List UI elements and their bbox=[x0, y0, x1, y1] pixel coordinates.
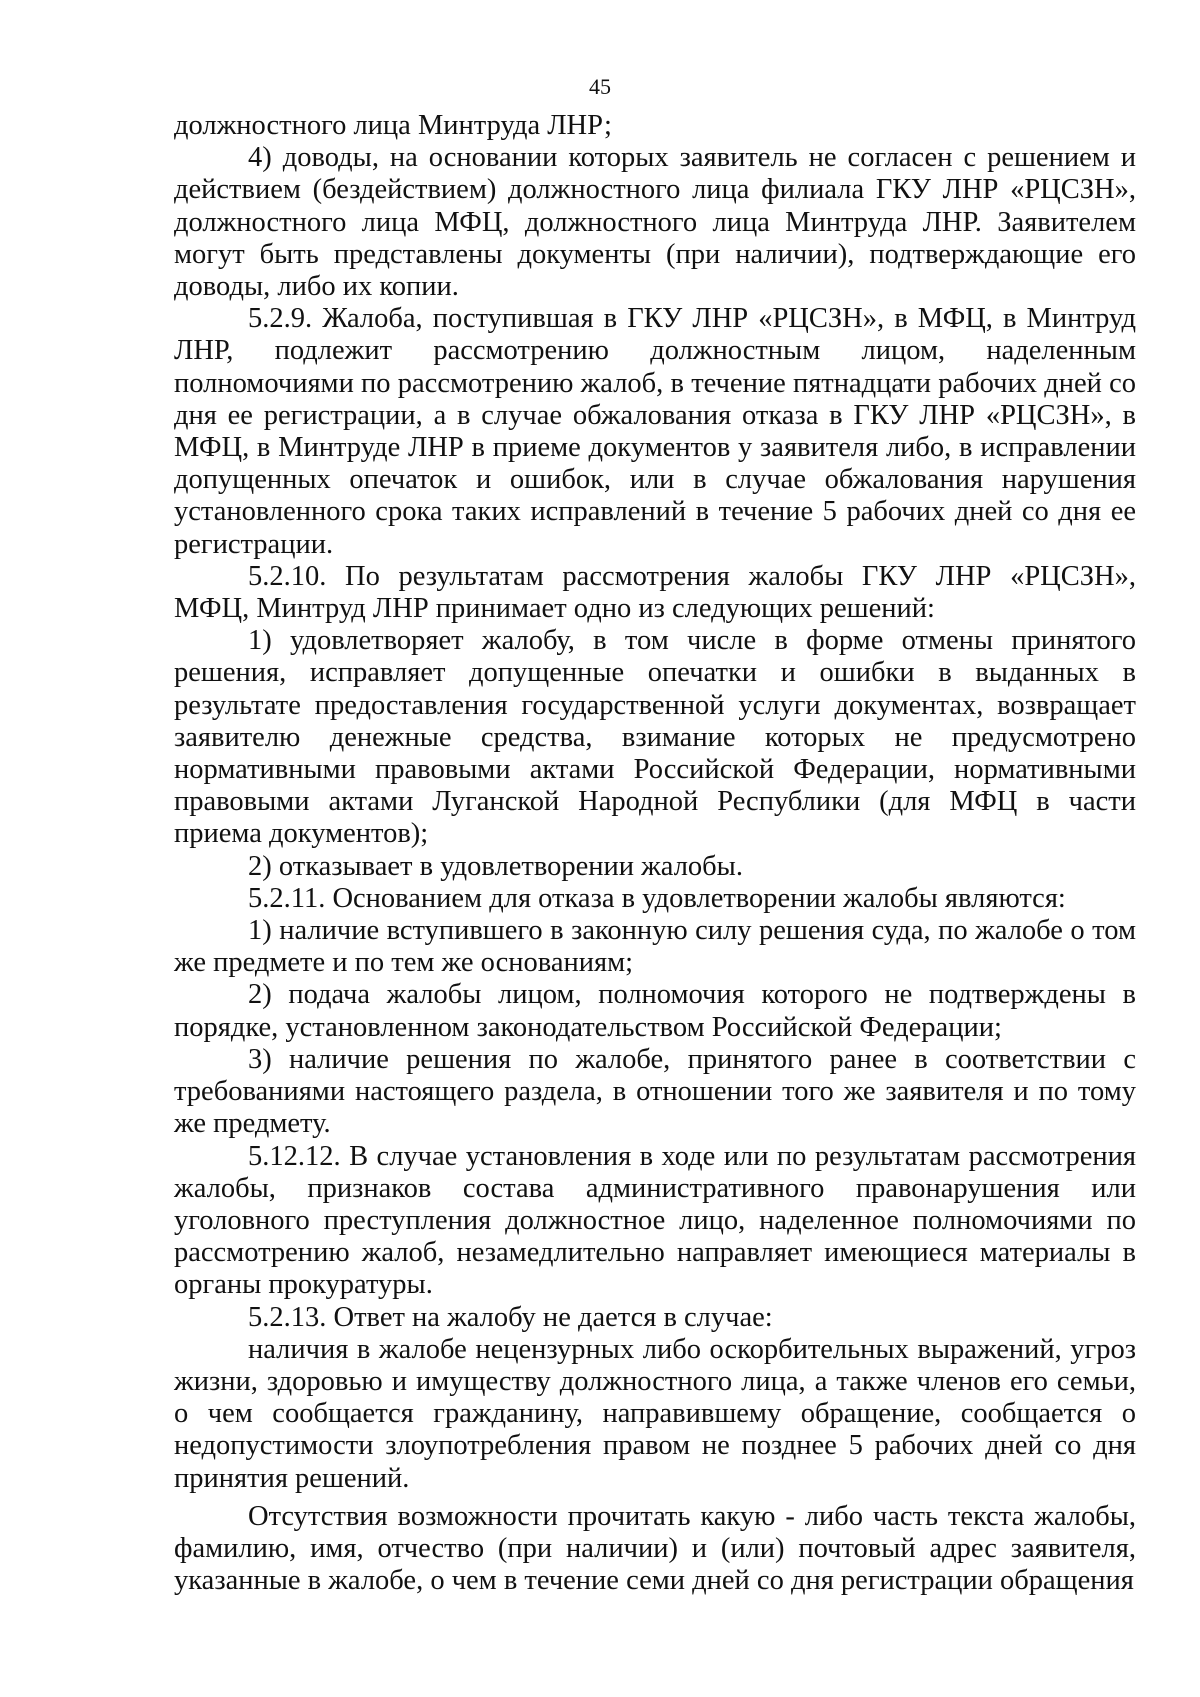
paragraph: наличия в жалобе нецензурных либо оскорбительных выражений, угроз жизни, здоровью и имуществу должностного лица, а также членов его семьи, о чем сообщается гражданину, направившему обращение, сообщается о недопустимости злоупотребления правом не позднее 5 рабочих дней со дня принятия решений. bbox=[174, 1333, 1136, 1494]
paragraph: 1) наличие вступившего в законную силу решения суда, по жалобе о том же предмете и по тем же основаниям; bbox=[174, 915, 1136, 979]
paragraph: 5.12.12. В случае установления в ходе или по результатам рассмотрения жалобы, признаков состава административного правонарушения или уголовного преступления должностное лицо, наделенное полномочиями по рассмотрению жалоб, незамедлительно направляет имеющиеся материалы в органы прокуратуры. bbox=[174, 1140, 1136, 1301]
paragraph: 1) удовлетворяет жалобу, в том числе в форме отмены принятого решения, исправляет допущенные опечатки и ошибки в выданных в результате предоставления государственной услуги документах, возвращает заявителю денежные средства, взимание которых не предусмотрено нормативными правовыми актами Российской Федерации, нормативными правовыми актами Луганской Народной Республики (для МФЦ в части приема документов); bbox=[174, 625, 1136, 850]
paragraph: должностного лица Минтруда ЛНР; bbox=[174, 110, 612, 141]
paragraph: 2) отказывает в удовлетворении жалобы. bbox=[248, 850, 743, 882]
paragraph: 5.2.10. По результатам рассмотрения жалобы ГКУ ЛНР «РЦСЗН», МФЦ, Минтруд ЛНР принимает одно из следующих решений: bbox=[174, 560, 1136, 625]
paragraph: 5.2.9. Жалоба, поступившая в ГКУ ЛНР «РЦСЗН», в МФЦ, в Минтруд ЛНР, подлежит рассмотрению должностным лицом, наделенным полномочиями по рассмотрению жалоб, в течение пятнадцати рабочих дней со дня ее регистрации, а в случае обжалования отказа в ГКУ ЛНР «РЦСЗН», в МФЦ, в Минтруде ЛНР в приеме документов у заявителя либо, в исправлении допущенных опечаток и ошибок, или в случае обжалования нарушения установленного срока таких исправлений в течение 5 рабочих дней со дня ее регистрации. bbox=[174, 303, 1136, 560]
document-body bbox=[174, 110, 1136, 1597]
page-number: 45 bbox=[589, 74, 611, 99]
paragraph: Отсутствия возможности прочитать какую - либо часть текста жалобы, фамилию, имя, отчество (при наличии) и (или) почтовый адрес заявителя, указанные в жалобе, о чем в течение семи дней со дня регистрации обращения bbox=[174, 1500, 1136, 1597]
paragraph: 5.2.13. Ответ на жалобу не дается в случае: bbox=[248, 1301, 773, 1333]
paragraph: 4) доводы, на основании которых заявитель не согласен с решением и действием (бездействием) должностного лица филиала ГКУ ЛНР «РЦСЗН», должностного лица МФЦ, должностного лица Минтруда ЛНР. Заявителем могут быть представлены документы (при наличии), подтверждающие его доводы, либо их копии. bbox=[174, 142, 1136, 303]
paragraph: 3) наличие решения по жалобе, принятого ранее в соответствии с требованиями настоящего раздела, в отношении того же заявителя и по тому же предмету. bbox=[174, 1043, 1136, 1140]
paragraph: 2) подача жалобы лицом, полномочия которого не подтверждены в порядке, установленном законодательством Российской Федерации; bbox=[174, 979, 1136, 1043]
paragraph: 5.2.11. Основанием для отказа в удовлетворении жалобы являются: bbox=[248, 882, 1066, 914]
